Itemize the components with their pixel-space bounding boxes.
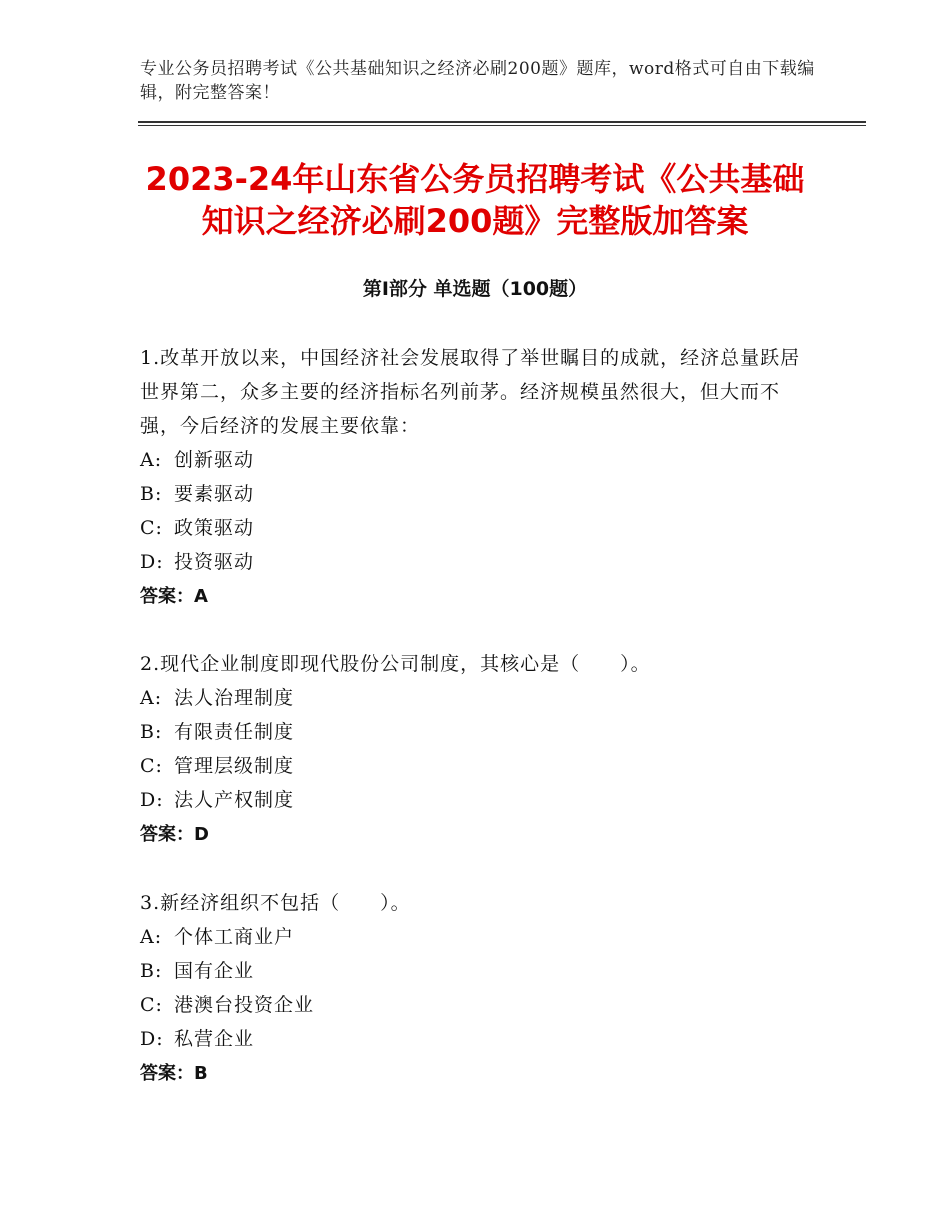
option-text: 投资驱动 [174, 551, 255, 573]
section-heading: 第Ⅰ部分 单选题（100题） [362, 278, 588, 300]
option-letter: D: [140, 551, 164, 573]
option-text: 港澳台投资企业 [174, 994, 315, 1016]
option-letter: D: [140, 789, 164, 811]
option-text: 个体工商业户 [174, 926, 295, 948]
answer: 答案：A [140, 586, 208, 607]
option-text: 创新驱动 [174, 449, 255, 471]
option-a [140, 920, 810, 954]
option-text: 法人产权制度 [174, 789, 295, 811]
option-a [140, 681, 810, 715]
question-1 [140, 341, 810, 615]
header-note: 专业公务员招聘考试《公共基础知识之经济必刷200题》题库，word格式可自由下载编辑，附完整答案！ [140, 59, 815, 103]
question-stem: 3.新经济组织不包括（ ）。 [140, 892, 411, 914]
option-b [140, 715, 810, 749]
option-text: 管理层级制度 [174, 755, 295, 777]
option-letter: B: [140, 483, 163, 505]
option-b [140, 954, 810, 988]
answer: 答案：B [140, 1063, 208, 1084]
option-letter: C: [140, 994, 163, 1016]
question-stem: 2.现代企业制度即现代股份公司制度，其核心是（ ）。 [140, 653, 651, 675]
option-b [140, 477, 810, 511]
option-letter: B: [140, 960, 163, 982]
option-letter: C: [140, 517, 163, 539]
option-d [140, 545, 810, 579]
option-c [140, 511, 810, 545]
option-letter: A: [140, 926, 163, 948]
answer: 答案：D [140, 824, 209, 845]
question-stem: 1.改革开放以来，中国经济社会发展取得了举世瞩目的成就，经济总量跃居世界第二，众多主要的经济指标名列前茅。经济规模虽然很大，但大而不强，今后经济的发展主要依靠： [140, 347, 801, 437]
option-d [140, 783, 810, 817]
option-text: 政策驱动 [174, 517, 255, 539]
option-c [140, 749, 810, 783]
header-rule-thin [138, 125, 866, 126]
option-text: 有限责任制度 [174, 721, 295, 743]
option-letter: C: [140, 755, 163, 777]
option-letter: B: [140, 721, 163, 743]
option-letter: A: [140, 687, 163, 709]
option-text: 私营企业 [174, 1028, 255, 1050]
question-3 [140, 886, 810, 1092]
option-text: 法人治理制度 [174, 687, 295, 709]
header-rule-thick [138, 121, 866, 123]
option-letter: D: [140, 1028, 164, 1050]
option-a [140, 443, 810, 477]
question-2 [140, 647, 810, 853]
option-d [140, 1022, 810, 1056]
document-title: 2023-24年山东省公务员招聘考试《公共基础知识之经济必刷200题》完整版加答案 [145, 160, 805, 240]
option-letter: A: [140, 449, 163, 471]
option-c [140, 988, 810, 1022]
option-text: 要素驱动 [174, 483, 255, 505]
option-text: 国有企业 [174, 960, 255, 982]
